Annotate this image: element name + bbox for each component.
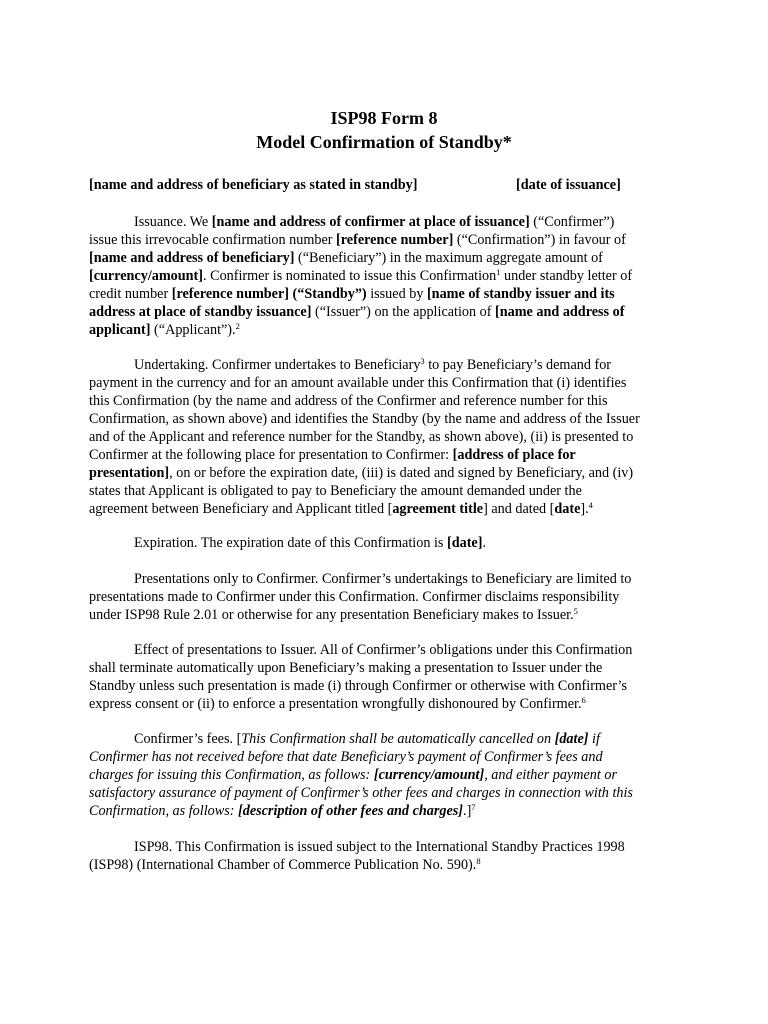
isp98-paragraph: ISP98. This Confirmation is issued subject to the International Standby Practices 1998 (ISP98) (International Chamber of Commerce Publication No. 590).$^8$ xyxy=(89,839,625,873)
issuance-paragraph: Issuance. We [name and address of confirmer at place of issuance] (“Confirmer”) issue this irrevocable confirmation number [reference number] (“Confirmation”) in favour of [name and address of beneficiary] (“Beneficiary”) in the maximum aggregate amount of [currency/amount]. Confirmer is nominated to issue this Confirmation$^1$ under standby letter of credit number [reference number] (“Standby”) issued by [name of standby issuer and its address at place of standby issuance] (“Issuer”) on the application of [name and address of applicant] (“Applicant”).$^2$ xyxy=(89,214,633,338)
form-title: ISP98 Form 8 xyxy=(330,108,438,128)
footnote-ref: 3 xyxy=(420,356,425,366)
effect-paragraph: Effect of presentations to Issuer. All of Confirmer’s obligations under this Confirmation shall terminate automatically upon Beneficiary’s making a presentation to Issuer under the Standby unless such presentation is made (i) through Confirmer or otherwise with Confirmer’s express consent or (ii) to enforce a presentation wrongfully dishonoured by Confirmer.$^6$ xyxy=(89,642,633,712)
footnote-ref: 7 xyxy=(471,802,476,812)
beneficiary-placeholder: [name and address of beneficiary as stated in standby] xyxy=(89,177,418,193)
footnote-ref: 1 xyxy=(496,267,501,277)
footnote-ref: 2 xyxy=(235,321,240,331)
footnote-ref: 6 xyxy=(581,695,586,705)
undertaking-paragraph: Undertaking. Confirmer undertakes to Beneficiary$^3$ to pay Beneficiary’s demand for payment in the currency and for an amount available under this Confirmation that (i) identifies this Confirmation (by the name and address of the Confirmer and reference number for this Confirmation, as shown above) and identifies the Standby (by the name and address of the Issuer and of the Applicant and reference number for the Standby, as shown above), (ii) is presented to Confirmer at the following place for presentation to Confirmer: [address of place for presentation], on or before the expiration date, (iii) is dated and signed by Beneficiary, and (iv) states that Applicant is obligated to pay to Beneficiary the amount demanded under the agreement between Beneficiary and Applicant titled [agreement title] and dated [date].$^4$ xyxy=(89,356,640,517)
footnote-ref: 4 xyxy=(588,500,593,510)
date-of-issuance-placeholder: [date of issuance] xyxy=(516,177,621,193)
fees-paragraph: Confirmer’s fees. [This Confirmation shall be automatically cancelled on [date] if Confirmer has not received before that date Beneficiary’s payment of Confirmer’s fees and charges for issuing this Confirmation, as follows: [currency/amount], and either payment or satisfactory assurance of payment of Confirmer’s other fees and charges in connection with this Confirmation, as follows: [description of other fees and charges].]$^7$ xyxy=(89,731,633,819)
footnote-ref: 8 xyxy=(476,856,481,866)
footnote-ref: 5 xyxy=(573,606,578,616)
form-subtitle: Model Confirmation of Standby* xyxy=(256,132,512,152)
expiration-paragraph: Expiration. The expiration date of this Confirmation is [date]. xyxy=(134,535,486,551)
presentations-paragraph: Presentations only to Confirmer. Confirmer’s undertakings to Beneficiary are limited to presentations made to Confirmer under this Confirmation. Confirmer disclaims responsibility under ISP98 Rule 2.01 or otherwise for any presentation Beneficiary makes to Issuer.$^5$ xyxy=(89,571,632,623)
